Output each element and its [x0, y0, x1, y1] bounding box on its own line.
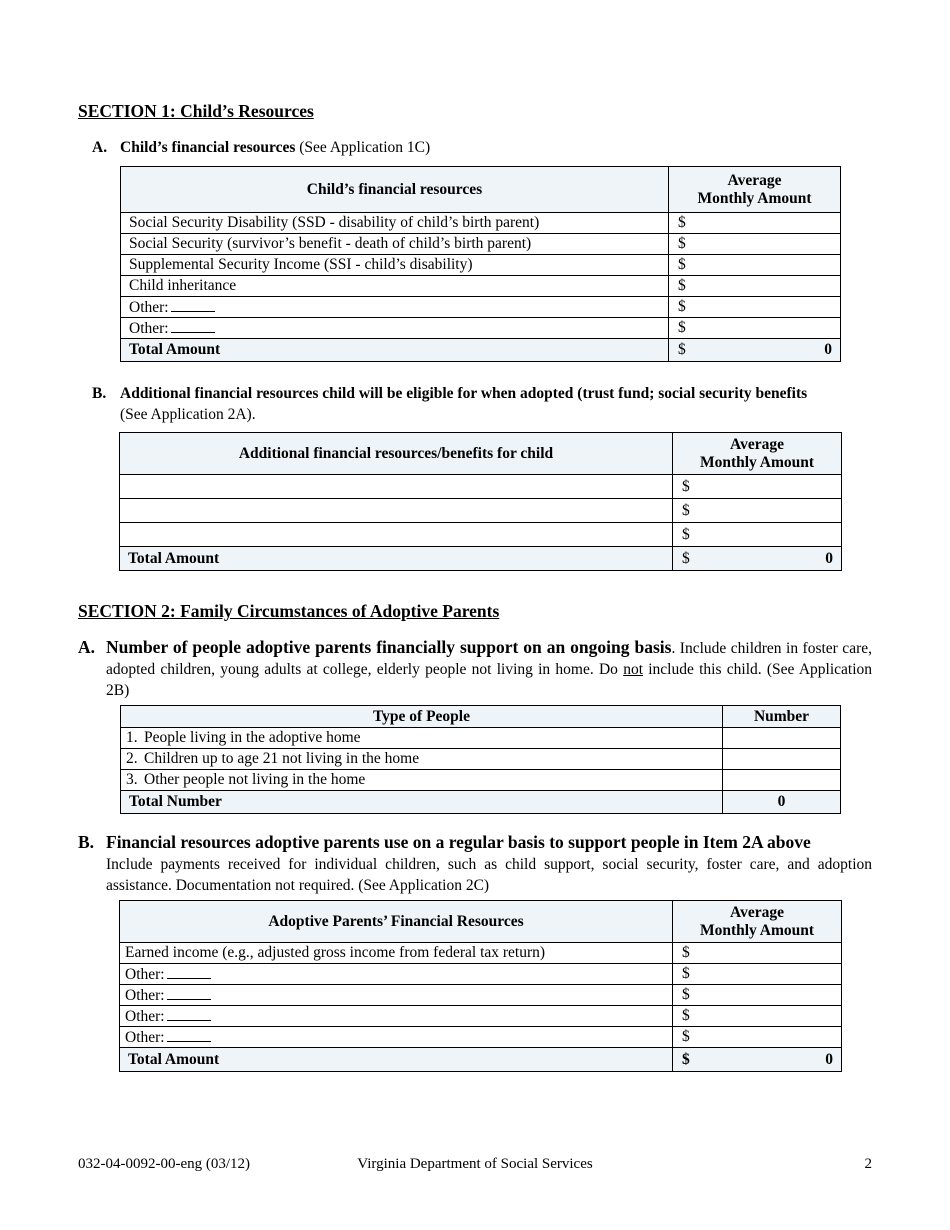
total-amount: $ 0	[673, 1048, 842, 1072]
other-blank[interactable]	[171, 297, 215, 312]
row-label: Social Security Disability (SSD - disability of child’s birth parent)	[121, 213, 669, 234]
row-label-other: Other:	[121, 318, 669, 339]
item-heading: Number of people adoptive parents financially support on an ongoing basis	[106, 637, 672, 657]
item-reference: (See Application 1C)	[295, 139, 431, 156]
amount-field[interactable]: $	[669, 276, 841, 297]
page-number: 2	[864, 1156, 872, 1172]
column-header-amount: Average Monthly Amount	[669, 167, 841, 213]
type-of-people-table	[120, 705, 841, 814]
section1-item-a	[92, 137, 872, 158]
total-amount: $ 0	[669, 339, 841, 362]
section2-item-a: A. Number of people adoptive parents financially support on an ongoing basis. Include children in foster care, adopted children, young adults at college, elderly people not living in home. Do not include this child. (See Application 2B)	[78, 637, 872, 699]
other-blank[interactable]	[171, 318, 215, 333]
resource-input[interactable]	[120, 499, 673, 523]
column-header-type: Type of People	[121, 706, 723, 728]
amount-field[interactable]: $	[673, 1027, 842, 1048]
row-label-other: Other:	[120, 1027, 673, 1048]
row-label-other: Other:	[120, 985, 673, 1006]
amount-field[interactable]: $	[669, 234, 841, 255]
amount-field[interactable]: $	[669, 318, 841, 339]
amount-field[interactable]: $	[673, 985, 842, 1006]
item-letter: B.	[78, 832, 95, 852]
total-label: Total Amount	[120, 1048, 673, 1072]
amount-field[interactable]: $	[673, 964, 842, 985]
section2-title: SECTION 2: Family Circumstances of Adoptive Parents	[78, 601, 500, 621]
total-amount: $ 0	[673, 547, 842, 571]
item-letter: B.	[92, 385, 107, 402]
row-label-other: Other:	[120, 1006, 673, 1027]
additional-resources-table	[119, 432, 842, 571]
other-blank[interactable]	[167, 985, 211, 1000]
column-header-resources: Adoptive Parents’ Financial Resources	[120, 901, 673, 943]
agency-name: Virginia Department of Social Services	[357, 1156, 593, 1172]
amount-field[interactable]: $	[669, 213, 841, 234]
amount-field[interactable]: $	[669, 297, 841, 318]
column-header-amount: Average Monthly Amount	[673, 433, 842, 475]
amount-field[interactable]: $	[673, 523, 842, 547]
row-label: Supplemental Security Income (SSI - child’s disability)	[121, 255, 669, 276]
amount-field[interactable]: $	[669, 255, 841, 276]
item-letter: A.	[78, 637, 96, 657]
number-field[interactable]	[723, 728, 841, 749]
item-letter: A.	[92, 139, 108, 156]
row-label: 1. People living in the adoptive home	[121, 728, 723, 749]
total-label: Total Amount	[120, 547, 673, 571]
section1-title: SECTION 1: Child’s Resources	[78, 101, 314, 121]
section1-item-b	[92, 383, 872, 425]
amount-field[interactable]: $	[673, 499, 842, 523]
row-label: Child inheritance	[121, 276, 669, 297]
section2-item-b	[78, 832, 872, 896]
total-label: Total Number	[121, 791, 723, 814]
amount-field[interactable]: $	[673, 943, 842, 964]
row-label-other: Other:	[121, 297, 669, 318]
row-label: 3. Other people not living in the home	[121, 770, 723, 791]
item-reference: (See Application 2A).	[120, 406, 256, 423]
item-heading: Financial resources adoptive parents use on a regular basis to support people in Item 2A above	[106, 832, 811, 852]
item-description: Include payments received for individual children, such as child support, social security, foster care, and adoption assistance. Documentation not required. (See Application 2C)	[106, 856, 872, 894]
other-blank[interactable]	[167, 1027, 211, 1042]
row-label: Earned income (e.g., adjusted gross income from federal tax return)	[120, 943, 673, 964]
row-label: 2. Children up to age 21 not living in the home	[121, 749, 723, 770]
number-field[interactable]	[723, 770, 841, 791]
resource-input[interactable]	[120, 475, 673, 499]
row-label: Social Security (survivor’s benefit - death of child’s birth parent)	[121, 234, 669, 255]
other-blank[interactable]	[167, 1006, 211, 1021]
amount-field[interactable]: $	[673, 1006, 842, 1027]
total-label: Total Amount	[121, 339, 669, 362]
total-number: 0	[723, 791, 841, 814]
adoptive-parents-resources-table	[119, 900, 842, 1072]
other-blank[interactable]	[167, 964, 211, 979]
column-header-resources: Child’s financial resources	[121, 167, 669, 213]
amount-field[interactable]: $	[673, 475, 842, 499]
column-header-number: Number	[723, 706, 841, 728]
row-label-other: Other:	[120, 964, 673, 985]
resource-input[interactable]	[120, 523, 673, 547]
childs-resources-table	[120, 166, 841, 362]
form-id: 032-04-0092-00-eng (03/12)	[78, 1156, 251, 1172]
number-field[interactable]	[723, 749, 841, 770]
column-header-resources: Additional financial resources/benefits for child	[120, 433, 673, 475]
item-heading: Child’s financial resources	[120, 139, 296, 156]
column-header-amount: Average Monthly Amount	[673, 901, 842, 943]
item-heading: Additional financial resources child will be eligible for when adopted (trust fund; social security benefits	[120, 385, 808, 402]
